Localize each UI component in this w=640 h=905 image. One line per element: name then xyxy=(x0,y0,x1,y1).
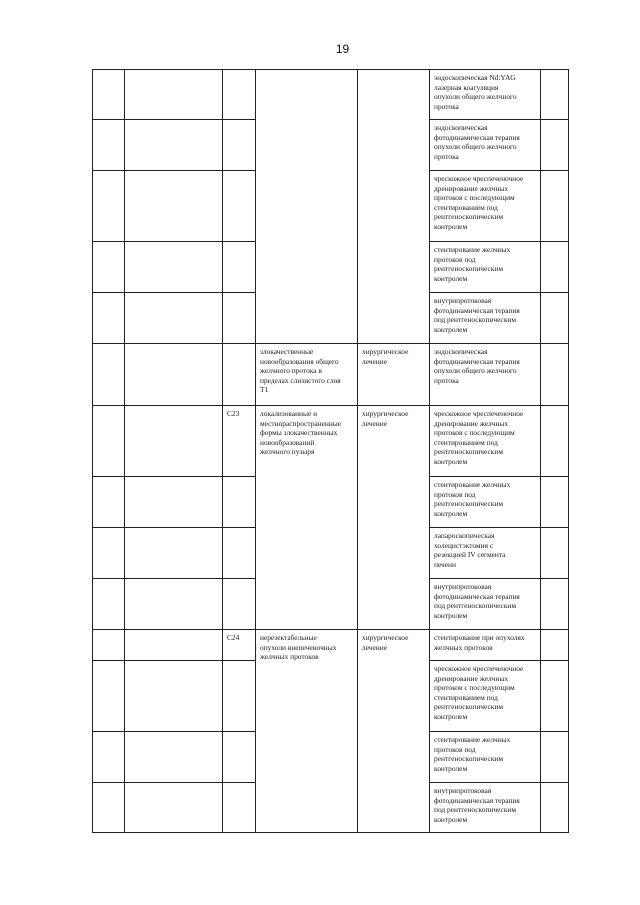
empty-cell xyxy=(93,783,125,833)
empty-cell xyxy=(93,171,125,242)
table-row xyxy=(93,406,569,477)
empty-cell xyxy=(93,630,125,661)
empty-cell xyxy=(223,528,256,579)
procedure-cell: эндоскопическая Nd:YAG лазерная коагуляция опухоли общего желчного протока xyxy=(430,70,541,120)
empty-cell xyxy=(93,70,125,120)
procedure-cell: лапароскопическая холецистэктомия с резекцией IV сегмента печени xyxy=(430,528,541,579)
procedure-cell: стентирование желчных протоков под рентгеноскопическим контролем xyxy=(430,242,541,293)
procedure-cell: чрескожное чреспеченочное дренирование желчных протоков с последующим стентированием под рентгеноскопическим контролем xyxy=(430,661,541,732)
empty-cell xyxy=(223,120,256,171)
treatment-cell: хирургическое лечение xyxy=(358,344,430,406)
diagnosis-cell: локализованные и местнораспространенные формы злокачественных новообразований желчного пузыря xyxy=(256,406,358,630)
procedure-cell: стентирование желчных протоков под рентгеноскопическим контролем xyxy=(430,477,541,528)
procedures-table xyxy=(92,69,569,833)
diagnosis-cell: нерезектабельные опухоли внепеченочных желчных протоков xyxy=(256,630,358,833)
empty-cell xyxy=(223,70,256,120)
empty-cell xyxy=(541,579,569,630)
empty-cell xyxy=(223,171,256,242)
procedure-cell: чрескожное чреспеченочное дренирование желчных протоков с последующим стентированием под рентгеноскопическим контролем xyxy=(430,171,541,242)
empty-cell xyxy=(125,242,223,293)
diagnosis-cell xyxy=(256,70,358,344)
empty-cell xyxy=(125,783,223,833)
empty-cell xyxy=(125,661,223,732)
table-row xyxy=(93,630,569,661)
empty-cell xyxy=(125,477,223,528)
empty-cell xyxy=(125,120,223,171)
empty-cell xyxy=(93,293,125,344)
empty-cell xyxy=(541,293,569,344)
empty-cell xyxy=(541,171,569,242)
empty-cell xyxy=(223,783,256,833)
empty-cell xyxy=(93,477,125,528)
empty-cell xyxy=(125,344,223,406)
empty-cell xyxy=(541,732,569,783)
empty-cell xyxy=(223,477,256,528)
procedure-cell: чрескожное чреспеченочное дренирование желчных протоков с последующим стентированием под рентгеноскопическим контролем xyxy=(430,406,541,477)
empty-cell xyxy=(541,344,569,406)
procedure-cell: внутрипротоковая фотодинамическая терапия под рентгеноскопическим контролем xyxy=(430,579,541,630)
empty-cell xyxy=(541,406,569,477)
empty-cell xyxy=(223,293,256,344)
empty-cell xyxy=(125,171,223,242)
empty-cell xyxy=(125,579,223,630)
empty-cell xyxy=(125,70,223,120)
empty-cell xyxy=(125,732,223,783)
empty-cell xyxy=(541,120,569,171)
procedure-cell: стентирование желчных протоков под рентгеноскопическим контролем xyxy=(430,732,541,783)
procedure-cell: внутрипротоковая фотодинамическая терапия под рентгеноскопическим контролем xyxy=(430,783,541,833)
treatment-cell: хирургическое лечение xyxy=(358,630,430,833)
empty-cell xyxy=(125,528,223,579)
empty-cell xyxy=(541,477,569,528)
empty-cell xyxy=(93,406,125,477)
empty-cell xyxy=(93,528,125,579)
empty-cell xyxy=(93,242,125,293)
table-row xyxy=(93,344,569,406)
empty-cell xyxy=(93,344,125,406)
procedure-cell: внутрипротоковая фотодинамическая терапия под рентгеноскопическим контролем xyxy=(430,293,541,344)
empty-cell xyxy=(125,293,223,344)
empty-cell xyxy=(223,344,256,406)
procedure-cell: эндоскопическая фотодинамическая терапия опухоли общего желчного протока xyxy=(430,344,541,406)
empty-cell xyxy=(93,732,125,783)
empty-cell xyxy=(541,661,569,732)
empty-cell xyxy=(93,661,125,732)
empty-cell xyxy=(541,528,569,579)
empty-cell xyxy=(541,783,569,833)
empty-cell xyxy=(223,242,256,293)
table-row xyxy=(93,70,569,120)
empty-cell xyxy=(223,732,256,783)
empty-cell xyxy=(125,406,223,477)
empty-cell xyxy=(93,120,125,171)
code-cell: С24 xyxy=(223,630,256,661)
empty-cell xyxy=(223,579,256,630)
empty-cell xyxy=(223,661,256,732)
procedure-cell: стентирование при опухолях желчных протоков xyxy=(430,630,541,661)
empty-cell xyxy=(541,242,569,293)
treatment-cell: хирургическое лечение xyxy=(358,406,430,630)
empty-cell xyxy=(125,630,223,661)
empty-cell xyxy=(541,630,569,661)
procedure-cell: эндоскопическая фотодинамическая терапия опухоли общего желчного протока xyxy=(430,120,541,171)
empty-cell xyxy=(93,579,125,630)
treatment-cell xyxy=(358,70,430,344)
empty-cell xyxy=(541,70,569,120)
diagnosis-cell: злокачественные новообразования общего желчного протока в пределах слизистого слоя Т1 xyxy=(256,344,358,406)
code-cell: С23 xyxy=(223,406,256,477)
page-number: 19 xyxy=(335,42,350,56)
